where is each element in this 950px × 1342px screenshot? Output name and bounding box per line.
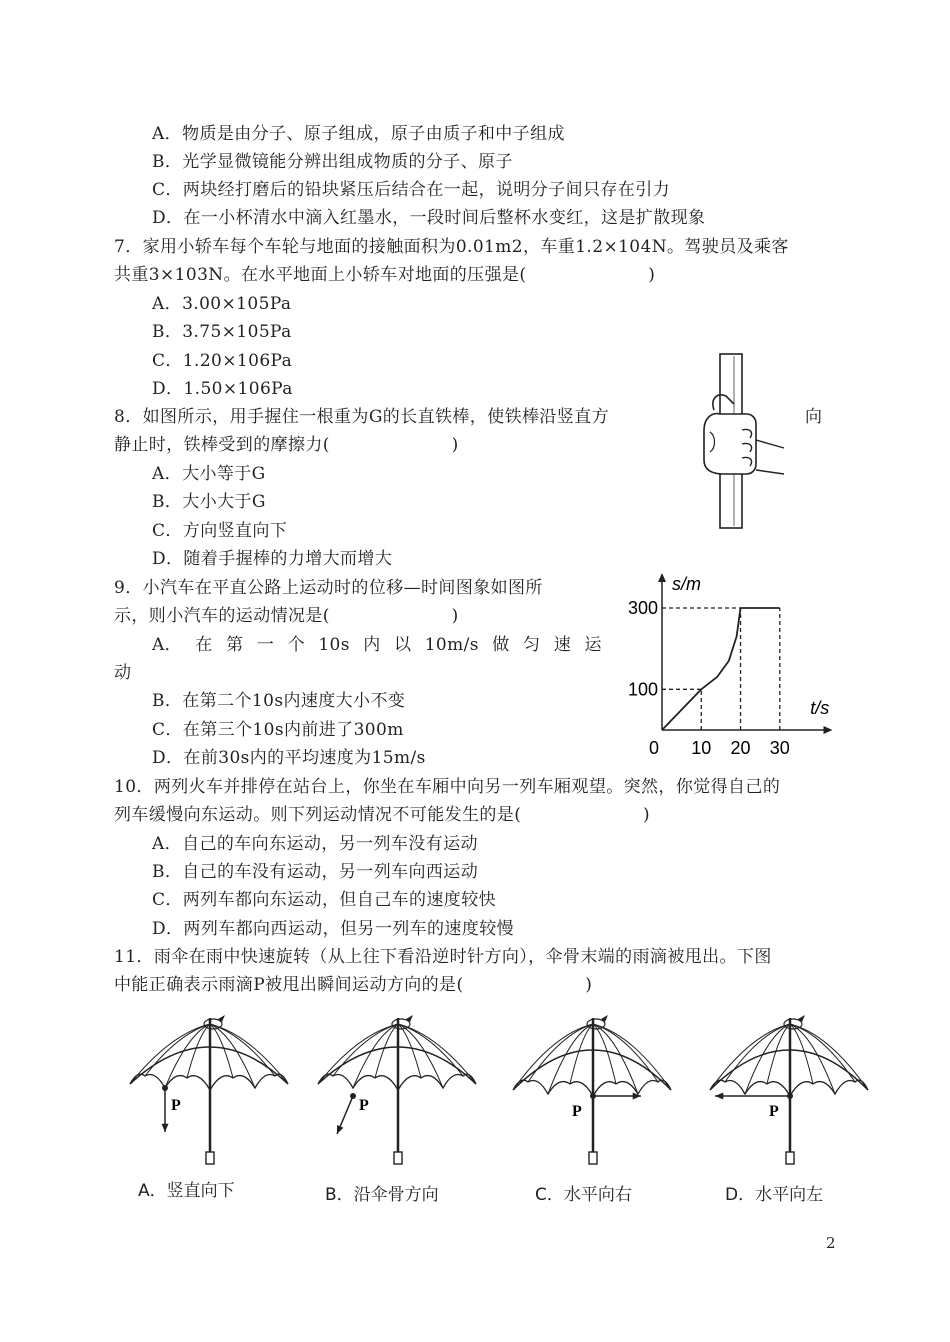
q9-a-word: 匀 bbox=[522, 635, 541, 655]
raindrop-point bbox=[350, 1093, 356, 1099]
point-p-label: P bbox=[359, 1097, 369, 1114]
wrist bbox=[756, 440, 784, 474]
q9-a-word: 运 bbox=[584, 635, 602, 655]
raindrop-point bbox=[162, 1085, 168, 1091]
q7-option-b: B．3.75×105Pa bbox=[152, 322, 292, 342]
umbrella-caption-b: B．沿伞骨方向 bbox=[325, 1185, 439, 1205]
umbrella-handle bbox=[786, 1152, 794, 1164]
q6-option-d: D．在一小杯清水中滴入红墨水，一段时间后整杯水变红，这是扩散现象 bbox=[152, 208, 706, 228]
umbrella-b bbox=[313, 1012, 478, 1167]
umbrella-caption-d: D．水平向左 bbox=[725, 1185, 824, 1205]
y-tick-label: 300 bbox=[627, 598, 658, 618]
y-axis-arrow bbox=[658, 573, 666, 582]
position-time-chart bbox=[610, 570, 830, 765]
q9-a-word: 10s bbox=[318, 635, 350, 655]
x-axis-label: t/s bbox=[810, 698, 830, 718]
umbrella-c bbox=[508, 1012, 673, 1167]
q9-a-word: A． bbox=[152, 635, 183, 655]
y-tick-label: 100 bbox=[627, 679, 658, 700]
q7-option-c: C．1.20×106Pa bbox=[152, 351, 293, 371]
umbrella-handle bbox=[206, 1152, 214, 1164]
umbrella-d bbox=[705, 1012, 870, 1167]
x-axis-arrow bbox=[824, 726, 833, 734]
q9-stem-line1: 9．小汽车在平直公路上运动时的位移—时间图象如图所 bbox=[114, 578, 543, 598]
q9-option-d: D．在前30s内的平均速度为15m/s bbox=[152, 748, 426, 768]
point-p-label: P bbox=[171, 1097, 181, 1114]
series-line bbox=[662, 608, 780, 730]
umbrella-handle bbox=[394, 1152, 402, 1164]
q8-option-a: A．大小等于G bbox=[152, 464, 266, 484]
q10-stem-line1: 10．两列火车并排停在站台上，你坐在车厢中向另一列车厢观望。突然，你觉得自己的 bbox=[114, 777, 781, 797]
q10-option-c: C．两列车都向东运动，但自己车的速度较快 bbox=[152, 890, 497, 910]
q6-option-b: B．光学显微镜能分辨出组成物质的分子、原子 bbox=[152, 152, 513, 172]
q7-stem-line2: 共重3×103N。在水平地面上小轿车对地面的压强是( ) bbox=[114, 265, 656, 285]
hand-gripping-rod-figure bbox=[690, 352, 790, 530]
q9-a-word: 10m/s bbox=[424, 635, 479, 655]
umbrella-a bbox=[125, 1012, 290, 1167]
velocity-arrowhead-icon bbox=[161, 1124, 168, 1132]
q6-option-a: A．物质是由分子、原子组成，原子由质子和中子组成 bbox=[152, 124, 565, 144]
umbrella-handle bbox=[589, 1152, 597, 1164]
x-tick-label: 10 bbox=[691, 738, 712, 758]
point-p-label: P bbox=[572, 1103, 582, 1120]
q8-option-d: D．随着手握棒的力增大而增大 bbox=[152, 549, 393, 569]
q9-a-word: 速 bbox=[553, 635, 572, 655]
origin-label: 0 bbox=[648, 738, 660, 758]
q7-stem-line1: 7．家用小轿车每个车轮与地面的接触面积为0.01m2，车重1.2×104N。驾驶员及乘客 bbox=[114, 237, 789, 257]
q8-stem-line1: 8．如图所示，用手握住一根重为G的长直铁棒，使铁棒沿竖直方 bbox=[114, 407, 609, 427]
q8-option-c: C．方向竖直向下 bbox=[152, 521, 288, 541]
q9-option-a-cont: 动 bbox=[114, 663, 132, 683]
q9-a-word: 以 bbox=[393, 635, 412, 655]
q9-a-word: 内 bbox=[363, 635, 381, 655]
umbrella-caption-a: A．竖直向下 bbox=[138, 1181, 235, 1201]
q9-a-word: 个 bbox=[287, 635, 306, 655]
y-axis-label: s/m bbox=[672, 574, 701, 594]
velocity-arrowhead-icon bbox=[715, 1092, 723, 1099]
q10-option-d: D．两列车都向西运动，但另一列车的速度较慢 bbox=[152, 919, 515, 939]
q9-a-word: 在 bbox=[195, 635, 213, 655]
q9-option-a bbox=[152, 634, 602, 656]
velocity-arrowhead-icon bbox=[633, 1092, 641, 1099]
x-tick-label: 20 bbox=[730, 738, 751, 758]
q9-a-word: 第 bbox=[226, 635, 244, 655]
q7-option-a: A．3.00×105Pa bbox=[152, 294, 292, 314]
q9-a-word: 一 bbox=[256, 635, 275, 655]
raindrop-point bbox=[787, 1093, 793, 1099]
q8-stem-line2: 静止时，铁棒受到的摩擦力( ) bbox=[114, 435, 459, 455]
q8-option-b: B．大小大于G bbox=[152, 492, 266, 512]
q7-option-d: D．1.50×106Pa bbox=[152, 379, 293, 399]
q10-option-b: B．自己的车没有运动，另一列车向西运动 bbox=[152, 862, 479, 882]
q10-option-a: A．自己的车向东运动，另一列车没有运动 bbox=[152, 834, 478, 854]
q8-stem-line1-end: 向 bbox=[805, 407, 823, 427]
q11-stem-line2: 中能正确表示雨滴P被甩出瞬间运动方向的是( ) bbox=[114, 975, 593, 995]
raindrop-point bbox=[590, 1093, 596, 1099]
umbrella-caption-c: C．水平向右 bbox=[535, 1185, 632, 1205]
page-number: 2 bbox=[826, 1234, 836, 1252]
q10-stem-line2: 列车缓慢向东运动。则下列运动情况不可能发生的是( ) bbox=[114, 805, 651, 825]
q6-option-c: C．两块经打磨后的铅块紧压后结合在一起，说明分子间只存在引力 bbox=[152, 180, 671, 200]
q9-option-b: B．在第二个10s内速度大小不变 bbox=[152, 691, 406, 711]
q9-option-c: C．在第三个10s内前进了300m bbox=[152, 720, 404, 740]
q11-stem-line1: 11．雨伞在雨中快速旋转（从上往下看沿逆时针方向），伞骨末端的雨滴被甩出。下图 bbox=[114, 947, 772, 967]
q9-stem-line2: 示，则小汽车的运动情况是( ) bbox=[114, 606, 459, 626]
q9-a-word: 做 bbox=[492, 635, 510, 655]
point-p-label: P bbox=[769, 1103, 779, 1120]
x-tick-label: 30 bbox=[769, 738, 790, 758]
